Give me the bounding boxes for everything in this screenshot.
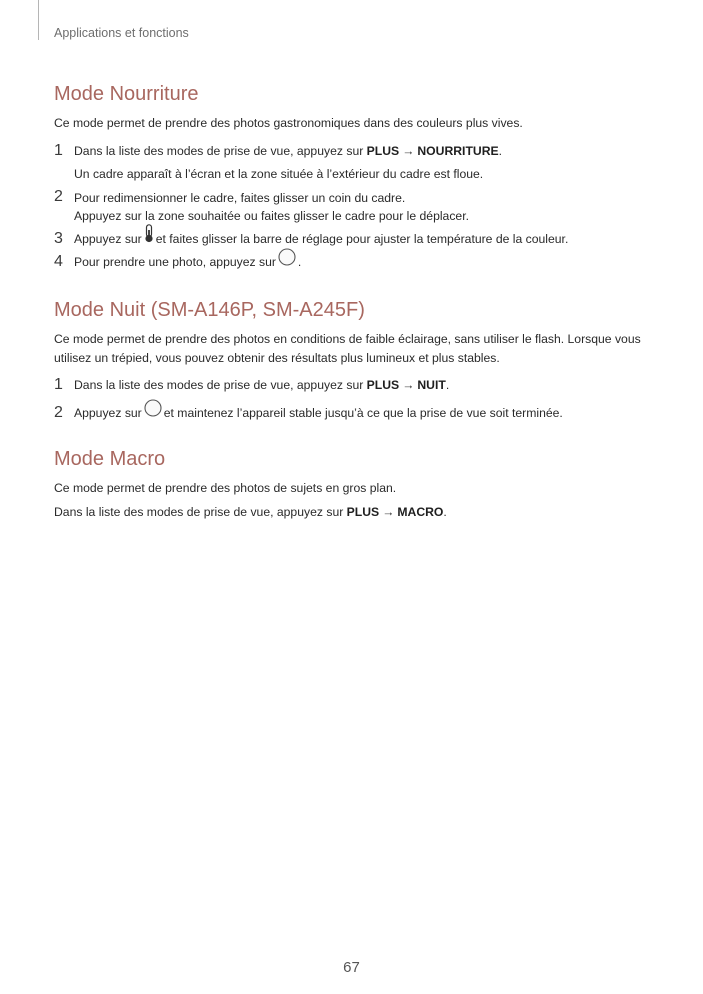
step-text: et maintenez l’appareil stable jusqu’à ce que la prise de vue soit terminée. xyxy=(163,406,563,421)
menu-plus: PLUS xyxy=(366,144,400,158)
macro-intro: Ce mode permet de prendre des photos de sujets en gros plan. xyxy=(54,481,397,496)
menu-nuit: NUIT xyxy=(417,378,446,393)
menu-nourriture: NOURRITURE xyxy=(417,144,499,158)
night-step-2 xyxy=(54,402,654,425)
step-number: 3 xyxy=(54,230,63,247)
section-title-food: Mode Nourriture xyxy=(54,83,199,105)
thermometer-icon xyxy=(144,224,154,251)
night-steps xyxy=(54,374,654,425)
instruction-text: Dans la liste des modes de prise de vue, appuyez sur xyxy=(54,505,344,520)
menu-plus: PLUS xyxy=(366,378,400,393)
punctuation: . xyxy=(297,255,302,270)
arrow-icon: → xyxy=(382,505,395,520)
page-content xyxy=(54,80,654,522)
step-text: Pour prendre une photo, appuyez sur xyxy=(74,255,276,270)
step-number: 1 xyxy=(54,376,63,394)
night-intro-line-1: Ce mode permet de prendre des photos en conditions de faible éclairage, sans utiliser le flash. Lorsque vous xyxy=(54,332,641,347)
arrow-icon: → xyxy=(402,144,415,158)
running-header: Applications et fonctions xyxy=(54,26,189,40)
food-intro: Ce mode permet de prendre des photos gastronomiques dans des couleurs plus vives. xyxy=(54,116,523,130)
punctuation: . xyxy=(443,505,447,520)
step-text: Pour redimensionner le cadre, faites glisser un coin du cadre. xyxy=(74,191,406,205)
header-divider xyxy=(38,0,39,40)
step-number: 2 xyxy=(54,188,63,205)
menu-plus: PLUS xyxy=(346,505,380,520)
section-macro-mode xyxy=(54,445,654,522)
step-text: et faites glisser la barre de réglage pour ajuster la température de la couleur. xyxy=(155,232,569,246)
step-text: Appuyez sur xyxy=(74,232,142,246)
step-number: 4 xyxy=(54,253,63,271)
shutter-icon xyxy=(278,248,296,274)
section-night-mode xyxy=(54,296,654,425)
shutter-icon xyxy=(144,399,162,425)
food-steps xyxy=(54,140,654,274)
section-title-macro: Mode Macro xyxy=(54,448,166,471)
food-step-2 xyxy=(54,186,654,225)
food-step-3 xyxy=(54,228,654,251)
night-step-1 xyxy=(54,374,654,397)
page-number: 67 xyxy=(343,959,360,976)
night-intro-line-2: utilisez un trépied, vous pouvez obtenir des résultats plus lumineux et plus stables. xyxy=(54,351,500,366)
step-subtext: Appuyez sur la zone souhaitée ou faites glisser le cadre pour le déplacer. xyxy=(74,209,469,223)
step-number: 2 xyxy=(54,404,63,422)
step-text: Dans la liste des modes de prise de vue, appuyez sur xyxy=(74,378,364,393)
menu-macro: MACRO xyxy=(397,505,444,520)
section-food-mode xyxy=(54,80,654,274)
punctuation: . xyxy=(498,144,503,158)
step-number: 1 xyxy=(54,142,63,159)
step-text: Dans la liste des modes de prise de vue, appuyez sur xyxy=(74,144,364,158)
food-step-4 xyxy=(54,251,654,274)
step-subtext: Un cadre apparaît à l’écran et la zone située à l’extérieur du cadre est floue. xyxy=(74,167,484,181)
step-text: Appuyez sur xyxy=(74,406,142,421)
punctuation: . xyxy=(445,378,450,393)
section-title-night: Mode Nuit (SM-A146P, SM-A245F) xyxy=(54,299,365,322)
macro-instruction xyxy=(54,503,654,522)
food-step-1 xyxy=(54,140,654,186)
arrow-icon: → xyxy=(402,378,415,393)
